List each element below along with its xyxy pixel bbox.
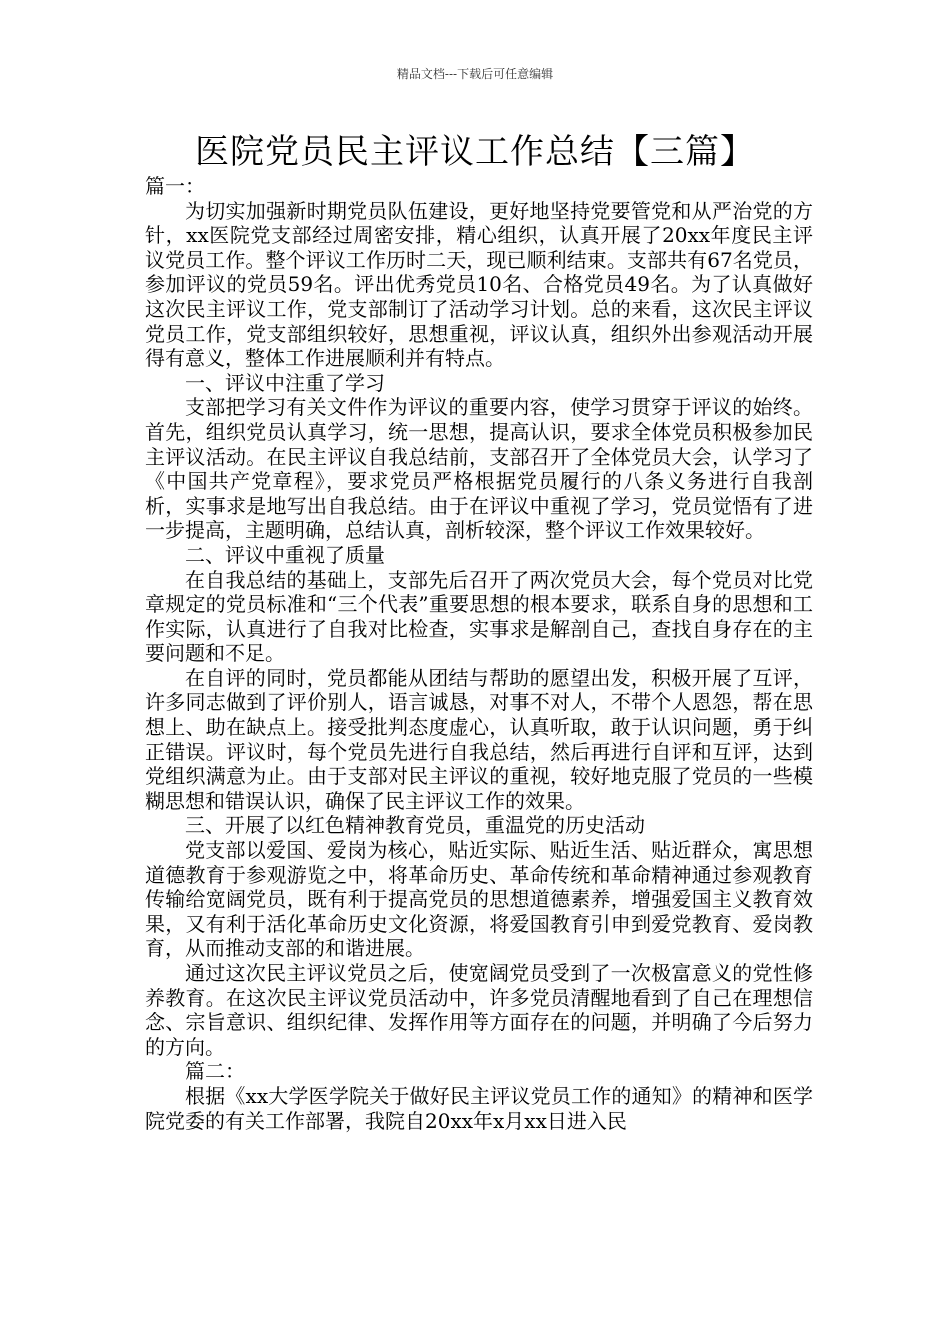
intro-paragraph: 为切实加强新时期党员队伍建设，更好地坚持党要管党和从严治党的方针，xx医院党支部经过周密安排，精心组织，认真开展了20xx年度民主评议党员工作。整个评议工作历时二天，现已顺利结束。支部共有67名党员，参加评议的党员59名。评出优秀党员10名、合格党员49名。为了认真做好这次民主评议工作，党支部制订了活动学习计划。总的来看，这次民主评议党员工作，党支部组织较好，思想重视，评议认真，组织外出参观活动开展得有意义，整体工作进展顺利并有特点。 [145, 198, 813, 371]
document-body [145, 174, 813, 1133]
section-heading-quality: 二、评议中重视了质量 [185, 542, 385, 567]
section-heading-study: 一、评议中注重了学习 [185, 370, 385, 395]
study-paragraph: 支部把学习有关文件作为评议的重要内容，使学习贯穿于评议的始终。首先，组织党员认真学习，统一思想，提高认识，要求全体党员积极参加民主评议活动。在民主评议自我总结前，支部召开了全体党员大会，认学习了《中国共产党章程》，要求党员严格根据党员履行的八条义务进行自我剖析，实事求是地写出自我总结。由于在评议中重视了学习，党员觉悟有了进一步提高，主题明确，总结认真，剖析较深，整个评议工作效果较好。 [145, 395, 813, 543]
part-label-two: 篇二： [185, 1059, 245, 1084]
red-spirit-paragraph: 党支部以爱国、爱岗为核心，贴近实际、贴近生活、贴近群众，寓思想道德教育于参观游览之中，将革命历史、革命传统和革命精神通过参观教育传输给宽阔党员，既有利于提高党员的思想道德素养，增强爱国主义教育效果，又有利于活化革命历史文化资源，将爱国教育引申到爱党教育、爱岗教育，从而推动支部的和谐进展。 [145, 838, 813, 961]
page-header-note: 精品文档---下载后可任意编辑 [396, 67, 554, 81]
conclusion-paragraph: 通过这次民主评议党员之后，使宽阔党员受到了一次极富意义的党性修养教育。在这次民主评议党员活动中，许多党员清醒地看到了自己在理想信念、宗旨意识、组织纪律、发挥作用等方面存在的问题，并明确了今后努力的方向。 [145, 961, 813, 1059]
quality-paragraph-1: 在自我总结的基础上，支部先后召开了两次党员大会，每个党员对比党章规定的党员标准和“三个代表”重要思想的根本要求，联系自身的思想和工作实际，认真进行了自我对比检查，实事求是解剖自己，查找自身存在的主要问题和不足。 [145, 567, 813, 666]
section-heading-red-spirit: 三、开展了以红色精神教育党员，重温党的历史活动 [185, 813, 645, 838]
part-two-paragraph: 根据《xx大学医学院关于做好民主评议党员工作的通知》的精神和医学院党委的有关工作部署，我院自20xx年x月xx日进入民 [145, 1083, 813, 1133]
part-label-one: 篇一： [145, 174, 205, 198]
quality-paragraph-2: 在自评的同时，党员都能从团结与帮助的愿望出发，积极开展了互评，许多同志做到了评价别人，语言诚恳，对事不对人，不带个人恩怨，帮在思想上、助在缺点上。接受批判态度虚心，认真听取，敢于认识问题，勇于纠正错误。评议时，每个党员先进行自我总结，然后再进行自评和互评，达到党组织满意为止。由于支部对民主评议的重视，较好地克服了党员的一些模糊思想和错误认识，确保了民主评议工作的效果。 [145, 665, 813, 813]
document-title: 医院党员民主评议工作总结【三篇】 [195, 132, 755, 172]
